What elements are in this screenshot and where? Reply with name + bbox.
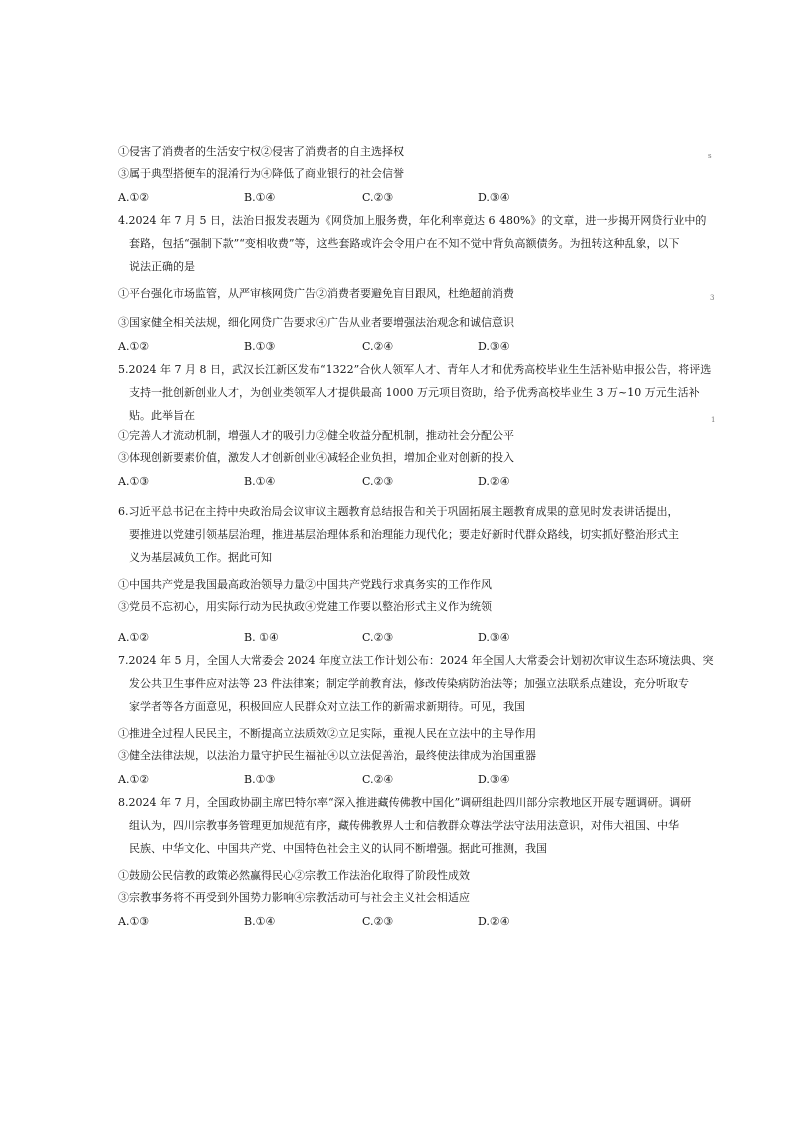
answer-c: C.②③ [362,915,394,928]
option: ②立足实际，重视人民在立法中的主导作用 [327,727,536,740]
option: ③党员不忘初心，用实际行动为民执政 [118,600,305,613]
question-5 [118,358,712,493]
stem-line: 支持一批创新创业人才，为创业类领军人才提供最高 1000 万元项目资助，给予优秀高校毕业生 3 万~10 万元生活补 [129,386,700,399]
option: ④宗教活动可与社会主义社会相适应 [294,891,470,904]
stem-line: 贴。此举旨在 [129,409,195,422]
answer-b: B.①④ [244,915,276,928]
answer-row [118,627,678,649]
stem-line: 7.2024 年 5 月，全国人大常委会 2024 年度立法工作计划公布：2024 年全国人大常委会计划初次审议生态环境法典、突 [118,654,714,667]
question-stem [118,209,707,278]
question-8 [118,791,692,933]
option: ①推进全过程人民民主，不断提高立法质效 [118,727,327,740]
stem-line: 组认为，四川宗教事务管理更加规范有序，藏传佛教界人士和信教群众尊法学法守法用法意识，对伟大祖国、中华 [129,819,679,832]
stem-line: 套路，包括“强制下款”“变相收费”等，这些套路或许会令用户在不知不觉中背负高额债务。为扭转这种乱象，以下 [129,237,680,250]
answer-d: D.③④ [478,773,510,786]
stem-line: 发公共卫生事件应对法等 23 件法律案；制定学前教育法，修改传染病防治法等；加强立法联系点建设，充分听取专 [129,677,689,690]
stem-line: 5.2024 年 7 月 8 日，武汉长江新区发布“1322”合伙人领军人才、青年人才和优秀高校毕业生生活补贴申报公告，将评选 [118,363,712,376]
answer-c: C.②③ [362,191,394,204]
option: ①平台强化市场监管，从严审核网贷广告 [118,287,316,300]
answer-d: D.②④ [478,475,510,488]
question-stem [118,500,678,569]
option: ④减轻企业负担，增加企业对创新的投入 [316,451,514,464]
question-stem [118,358,712,427]
stem-line: 4.2024 年 7 月 5 日，法治日报发表题为《网贷加上服务费，年化利率竟达 6 480%》的文章，进一步揭开网贷行业中的 [118,214,707,227]
question-stem [118,791,692,860]
margin-mark: 1 [711,416,716,424]
answer-row [118,471,678,493]
option: ①鼓励公民信教的政策必然赢得民心 [118,869,294,882]
option: ③体现创新要素价值，激发人才创新创业 [118,451,316,464]
option: ③健全法律法规，以法治力量守护民生福祉 [118,749,327,762]
option: ①中国共产党是我国最高政治领导力量 [118,578,305,591]
question-4 [118,209,707,358]
answer-row [118,187,678,209]
question-3 [118,143,678,209]
question-6 [118,500,678,649]
answer-d: D.③④ [478,631,510,644]
option: ③国家健全相关法规，细化网贷广告要求 [118,316,316,329]
answer-row [118,769,678,791]
stem-line: 8.2024 年 7 月，全国政协副主席巴特尔率“深入推进藏传佛教中国化”调研组赴四川部分宗教地区开展专题调研。调研 [118,796,692,809]
stem-line: 民族、中华文化、中国共产党、中国特色社会主义的认同不断增强。据此可推测，我国 [129,842,547,855]
answer-b: B.①③ [244,773,276,786]
answer-c: C.②③ [362,475,394,488]
option: ②宗教工作法治化取得了阶段性成效 [294,869,470,882]
answer-a: A.①③ [118,915,150,928]
option: ②消费者要避免盲目跟风，杜绝超前消费 [316,287,514,300]
stem-line: 6.习近平总书记在主持中央政治局会议审议主题教育总结报告和关于巩固拓展主题教育成果的意见时发表讲话提出， [118,505,679,518]
answer-c: C.②③ [362,631,394,644]
answer-a: A.①③ [118,475,150,488]
option: ③属于典型搭便车的混淆行为 [118,167,261,180]
answer-c: C.②④ [362,340,394,353]
margin-mark: s [708,152,712,160]
answer-a: A.①② [118,631,150,644]
answer-b: B.①④ [244,475,276,488]
stem-line: 家学者等各方面意见，积极回应人民群众对立法工作的新需求新期待。可见，我国 [129,700,525,713]
answer-a: A.①② [118,340,150,353]
answer-d: D.②④ [478,915,510,928]
answer-d: D.③④ [478,191,510,204]
option: ①侵害了消费者的生活安宁权 [118,145,261,158]
stem-line: 要推进以党建引领基层治理，推进基层治理体系和治理能力现代化；要走好新时代群众路线，切实抓好整治形式主 [129,528,679,541]
question-list [118,143,714,933]
option: ④以立法促善治，最终使法律成为治国重器 [327,749,536,762]
option: ④降低了商业银行的社会信誉 [261,167,404,180]
answer-d: D.③④ [478,340,510,353]
answer-b: B.①④ [244,191,276,204]
answer-b: B.①③ [244,340,276,353]
option: ②中国共产党践行求真务实的工作作风 [305,578,492,591]
stem-line: 说法正确的是 [129,260,195,273]
option: ④党建工作要以整治形式主义作为统领 [305,600,492,613]
option: ④广告从业者要增强法治观念和诚信意识 [316,316,514,329]
option: ②健全收益分配机制，推动社会分配公平 [316,429,514,442]
question-7 [118,649,714,791]
answer-row [118,336,678,358]
option: ③宗教事务将不再受到外国势力影响 [118,891,294,904]
answer-row [118,911,678,933]
stem-line: 义为基层减负工作。据此可知 [129,551,272,564]
margin-mark: 3 [710,294,715,302]
option: ②侵害了消费者的自主选择权 [261,145,404,158]
answer-c: C.②④ [362,773,394,786]
answer-b: B. ①④ [244,631,279,644]
answer-a: A.①② [118,191,150,204]
question-stem [118,649,714,718]
option: ①完善人才流动机制，增强人才的吸引力 [118,429,316,442]
answer-a: A.①② [118,773,150,786]
